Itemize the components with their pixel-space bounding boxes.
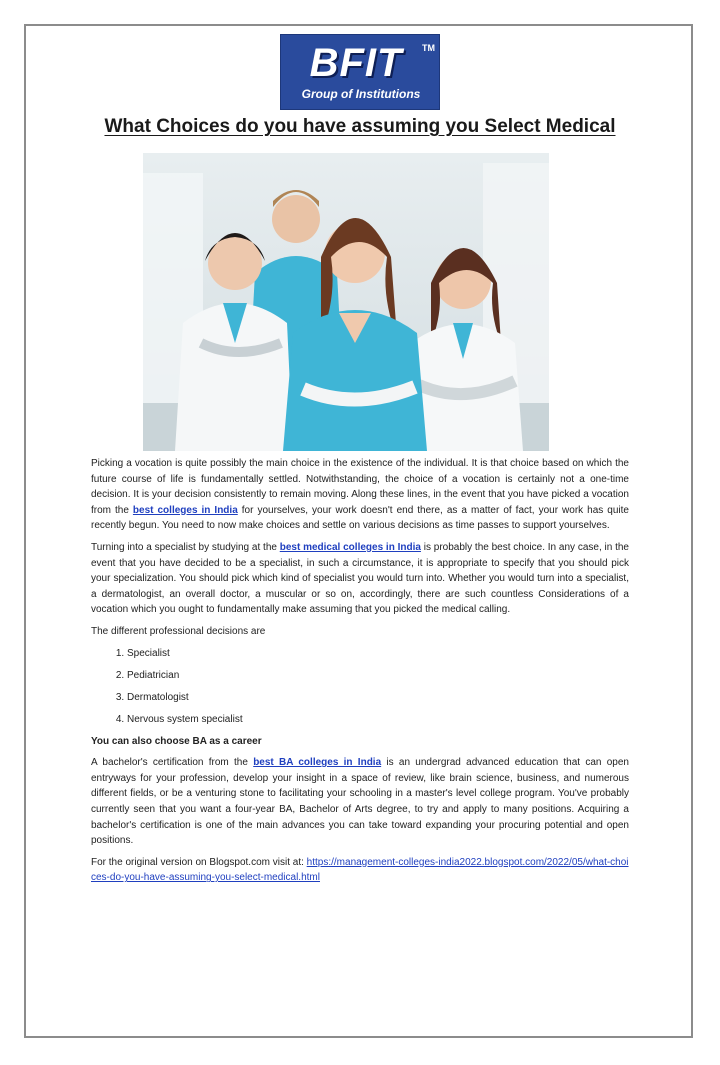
link-original-blogspot[interactable]: https://management-colleges-india2022.blogspot.com/2022/05/what-choices-do-you-have-assuming-you-select-medical.html bbox=[91, 856, 629, 884]
paragraph-ba-text-2: is an undergrad advanced education that can open entryways for your profession, develop your insight in a space of review, like brain science, business, and numerous different fields, or be a venturing stone to facilitating your schooling in a master's level college program. You've probably currently seen that you want a four-year BA, Bachelor of Arts degree, to try and apply to many positions. Acquiring a bachelor's certification is one of the main advances you can take toward expanding your procuring potential and open positions. bbox=[91, 757, 629, 847]
paragraph-specialist-text-1: Turning into a specialist by studying at the bbox=[91, 541, 280, 553]
list-item: 1. Specialist bbox=[127, 646, 629, 662]
logo-wordmark: BFIT bbox=[309, 41, 403, 85]
bfit-logo bbox=[280, 34, 440, 110]
list-item: 2. Pediatrician bbox=[127, 668, 629, 684]
list-item: 4. Nervous system specialist bbox=[127, 712, 629, 728]
medical-team-photo bbox=[143, 153, 549, 451]
footer-source-text: For the original version on Blogspot.com visit at: bbox=[91, 856, 307, 868]
article-body bbox=[91, 456, 629, 892]
link-best-colleges-in-india[interactable]: best colleges in India bbox=[132, 504, 238, 516]
list-intro: The different professional decisions are bbox=[91, 625, 266, 637]
paragraph-specialist bbox=[91, 540, 629, 618]
paragraph-intro bbox=[91, 456, 629, 534]
paragraph-ba bbox=[91, 755, 629, 849]
logo-subtitle: Group of Institutions bbox=[301, 87, 421, 101]
professional-decisions-list bbox=[91, 646, 629, 728]
link-best-ba-colleges[interactable]: best BA colleges in India bbox=[253, 757, 382, 769]
subheading-ba-career: You can also choose BA as a career bbox=[91, 735, 262, 747]
list-item: 3. Dermatologist bbox=[127, 690, 629, 706]
link-best-medical-colleges[interactable]: best medical colleges in India bbox=[279, 541, 421, 553]
paragraph-specialist-text-2: is probably the best choice. In any case, in the event that you have decided to be a specialist, in such a circumstance, it is appropriate to specify that you should pick your specialization. You should pick which kind of specialist you would turn into. Whether you would turn into a specialist, a dermatologist, an overall doctor, a muscular or so on, accordingly, there are such countless Considerations of a vocation which you ought to fundamentally make assuming that you picked the medical calling. bbox=[91, 541, 629, 616]
page-title: What Choices do you have assuming you Select Medical bbox=[104, 116, 616, 137]
footer-source bbox=[91, 855, 629, 886]
paragraph-intro-text-2: for yourselves, your work doesn't end there, as a matter of fact, your work has quite recently begun. You need to now make choices and settle on various decisions as time passes to support yourselves. bbox=[91, 504, 629, 532]
logo-trademark: TM bbox=[422, 43, 435, 53]
paragraph-intro-text-1: Picking a vocation is quite possibly the main choice in the existence of the individual. It is that choice based on which the future course of life is fundamentally settled. Notwithstanding, the choice of a vocation is certainly not a one-time decision. It is your decision consistently to remain moving. Along these lines, in the event that you have picked a vocation from the bbox=[91, 458, 629, 516]
paragraph-ba-text-1: A bachelor's certification from the bbox=[91, 757, 254, 769]
